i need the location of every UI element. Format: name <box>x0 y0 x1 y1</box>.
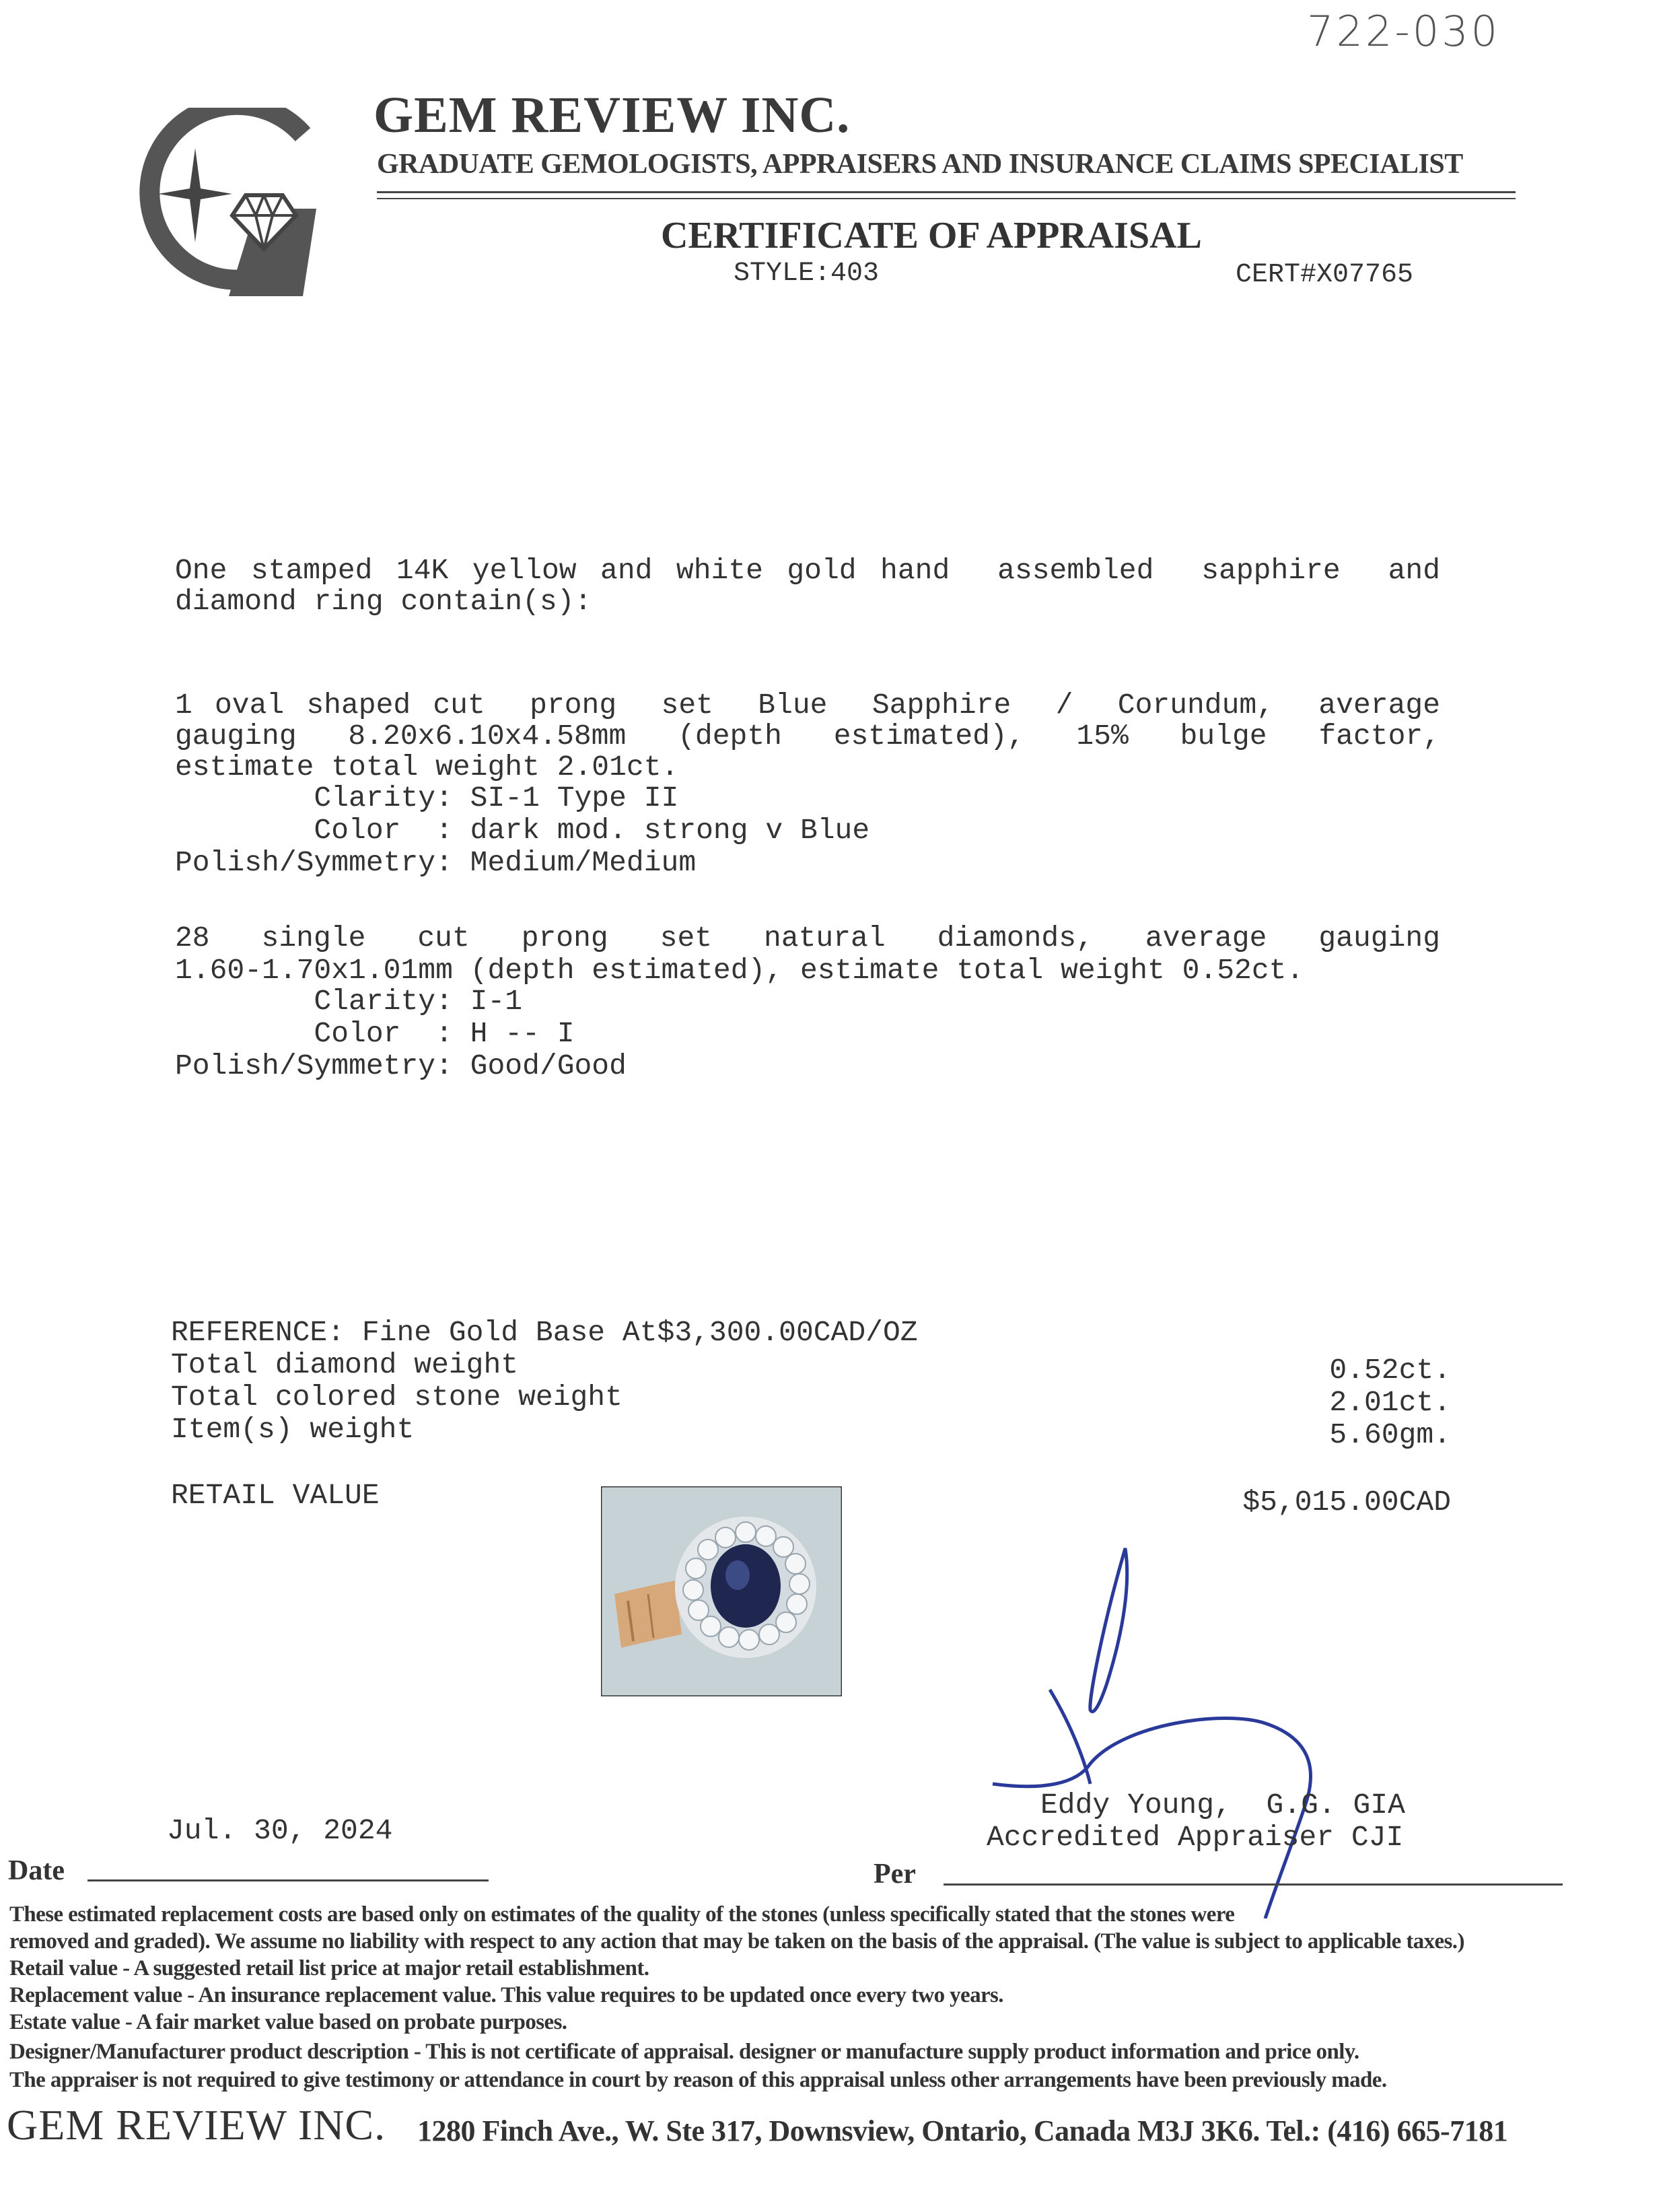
header-rule-bottom <box>377 198 1516 199</box>
disclaimer-line-5: Estate value - A fair market value based on probate purposes. <box>9 2010 567 2034</box>
footer-address: 1280 Finch Ave., W. Ste 317, Downsview, Ontario, Canada M3J 3K6. Tel.: (416) 665-7181 <box>417 2114 1508 2147</box>
disclaimer-line-1: These estimated replacement costs are based only on estimates of the quality of the stones (unless specifically stated that the stones were <box>9 1902 1235 1927</box>
sapphire-clarity: Clarity: SI-1 Type II <box>175 782 679 815</box>
item-weight-label: Item(s) weight <box>171 1413 415 1446</box>
disclaimer-line-3: Retail value - A suggested retail list price at major retail establishment. <box>9 1956 649 1980</box>
diamonds-color: Color : H -- I <box>175 1017 575 1050</box>
total-diamond-weight-value: 0.52ct. <box>1329 1354 1451 1387</box>
header-rule-top <box>377 191 1516 193</box>
appraiser-name: Eddy Young, G.G. GIA <box>1040 1789 1405 1822</box>
sapphire-polish: Polish/Symmetry: Medium/Medium <box>175 846 697 879</box>
per-label: Per <box>874 1859 916 1890</box>
reference-line: REFERENCE: Fine Gold Base At$3,300.00CAD/OZ <box>171 1316 918 1349</box>
appraiser-title: Accredited Appraiser CJI <box>987 1821 1404 1854</box>
appraisal-date: Jul. 30, 2024 <box>167 1814 393 1847</box>
disclaimer-line-4: Replacement value - An insurance replacement value. This value requires to be updated once every two years. <box>9 1983 1003 2007</box>
total-colored-stone-weight-label: Total colored stone weight <box>171 1381 623 1414</box>
total-diamond-weight-label: Total diamond weight <box>171 1348 519 1381</box>
style-number: STYLE:403 <box>734 258 880 289</box>
date-label: Date <box>8 1855 65 1886</box>
certificate-title: CERTIFICATE OF APPRAISAL <box>661 215 1202 256</box>
description-line-1: One stamped 14K yellow and white gold hand assembled sapphire and <box>175 554 1440 587</box>
ring-photo <box>601 1486 842 1696</box>
item-weight-value: 5.60gm. <box>1329 1418 1451 1451</box>
retail-value-amount: $5,015.00CAD <box>1242 1486 1451 1519</box>
appraiser-signature <box>969 1542 1346 1919</box>
footer-company-name: GEM REVIEW INC. <box>7 2101 386 2149</box>
retail-value-label: RETAIL VALUE <box>171 1479 380 1512</box>
diamonds-clarity: Clarity: I-1 <box>175 985 523 1018</box>
sapphire-color: Color : dark mod. strong v Blue <box>175 814 870 847</box>
certificate-number: CERT#X07765 <box>1236 260 1414 290</box>
diamonds-polish: Polish/Symmetry: Good/Good <box>175 1049 627 1082</box>
company-tagline: GRADUATE GEMOLOGISTS, APPRAISERS AND INSURANCE CLAIMS SPECIALIST <box>377 149 1463 180</box>
disclaimer-line-6: Designer/Manufacturer product description - This is not certificate of appraisal. designer or manufacture supply product information and price only. <box>9 2040 1359 2064</box>
handwritten-ref-number: 722-030 <box>1307 7 1501 56</box>
total-colored-stone-weight-value: 2.01ct. <box>1329 1386 1451 1419</box>
sapphire-line-1: 1 oval shaped cut prong set Blue Sapphire / Corundum, average <box>175 689 1440 722</box>
per-underline <box>944 1883 1563 1886</box>
sapphire-line-2: gauging 8.20x6.10x4.58mm (depth estimated), 15% bulge factor, <box>175 720 1440 753</box>
diamonds-line-2: 1.60-1.70x1.01mm (depth estimated), estimate total weight 0.52ct. <box>175 954 1304 987</box>
disclaimer-line-7: The appraiser is not required to give testimony or attendance in court by reason of this appraisal unless other arrangements have been previously made. <box>9 2068 1387 2092</box>
description-line-2: diamond ring contain(s): <box>175 585 592 618</box>
diamonds-line-1: 28 single cut prong set natural diamonds, average gauging <box>175 922 1440 955</box>
date-underline <box>87 1879 489 1881</box>
disclaimer-line-2: removed and graded). We assume no liability with respect to any action that may be taken on the basis of the appraisal. (The value is subject to applicable taxes.) <box>9 1929 1464 1954</box>
company-name: GEM REVIEW INC. <box>374 87 851 143</box>
sapphire-line-3: estimate total weight 2.01ct. <box>175 751 679 784</box>
gem-review-logo <box>121 108 323 303</box>
